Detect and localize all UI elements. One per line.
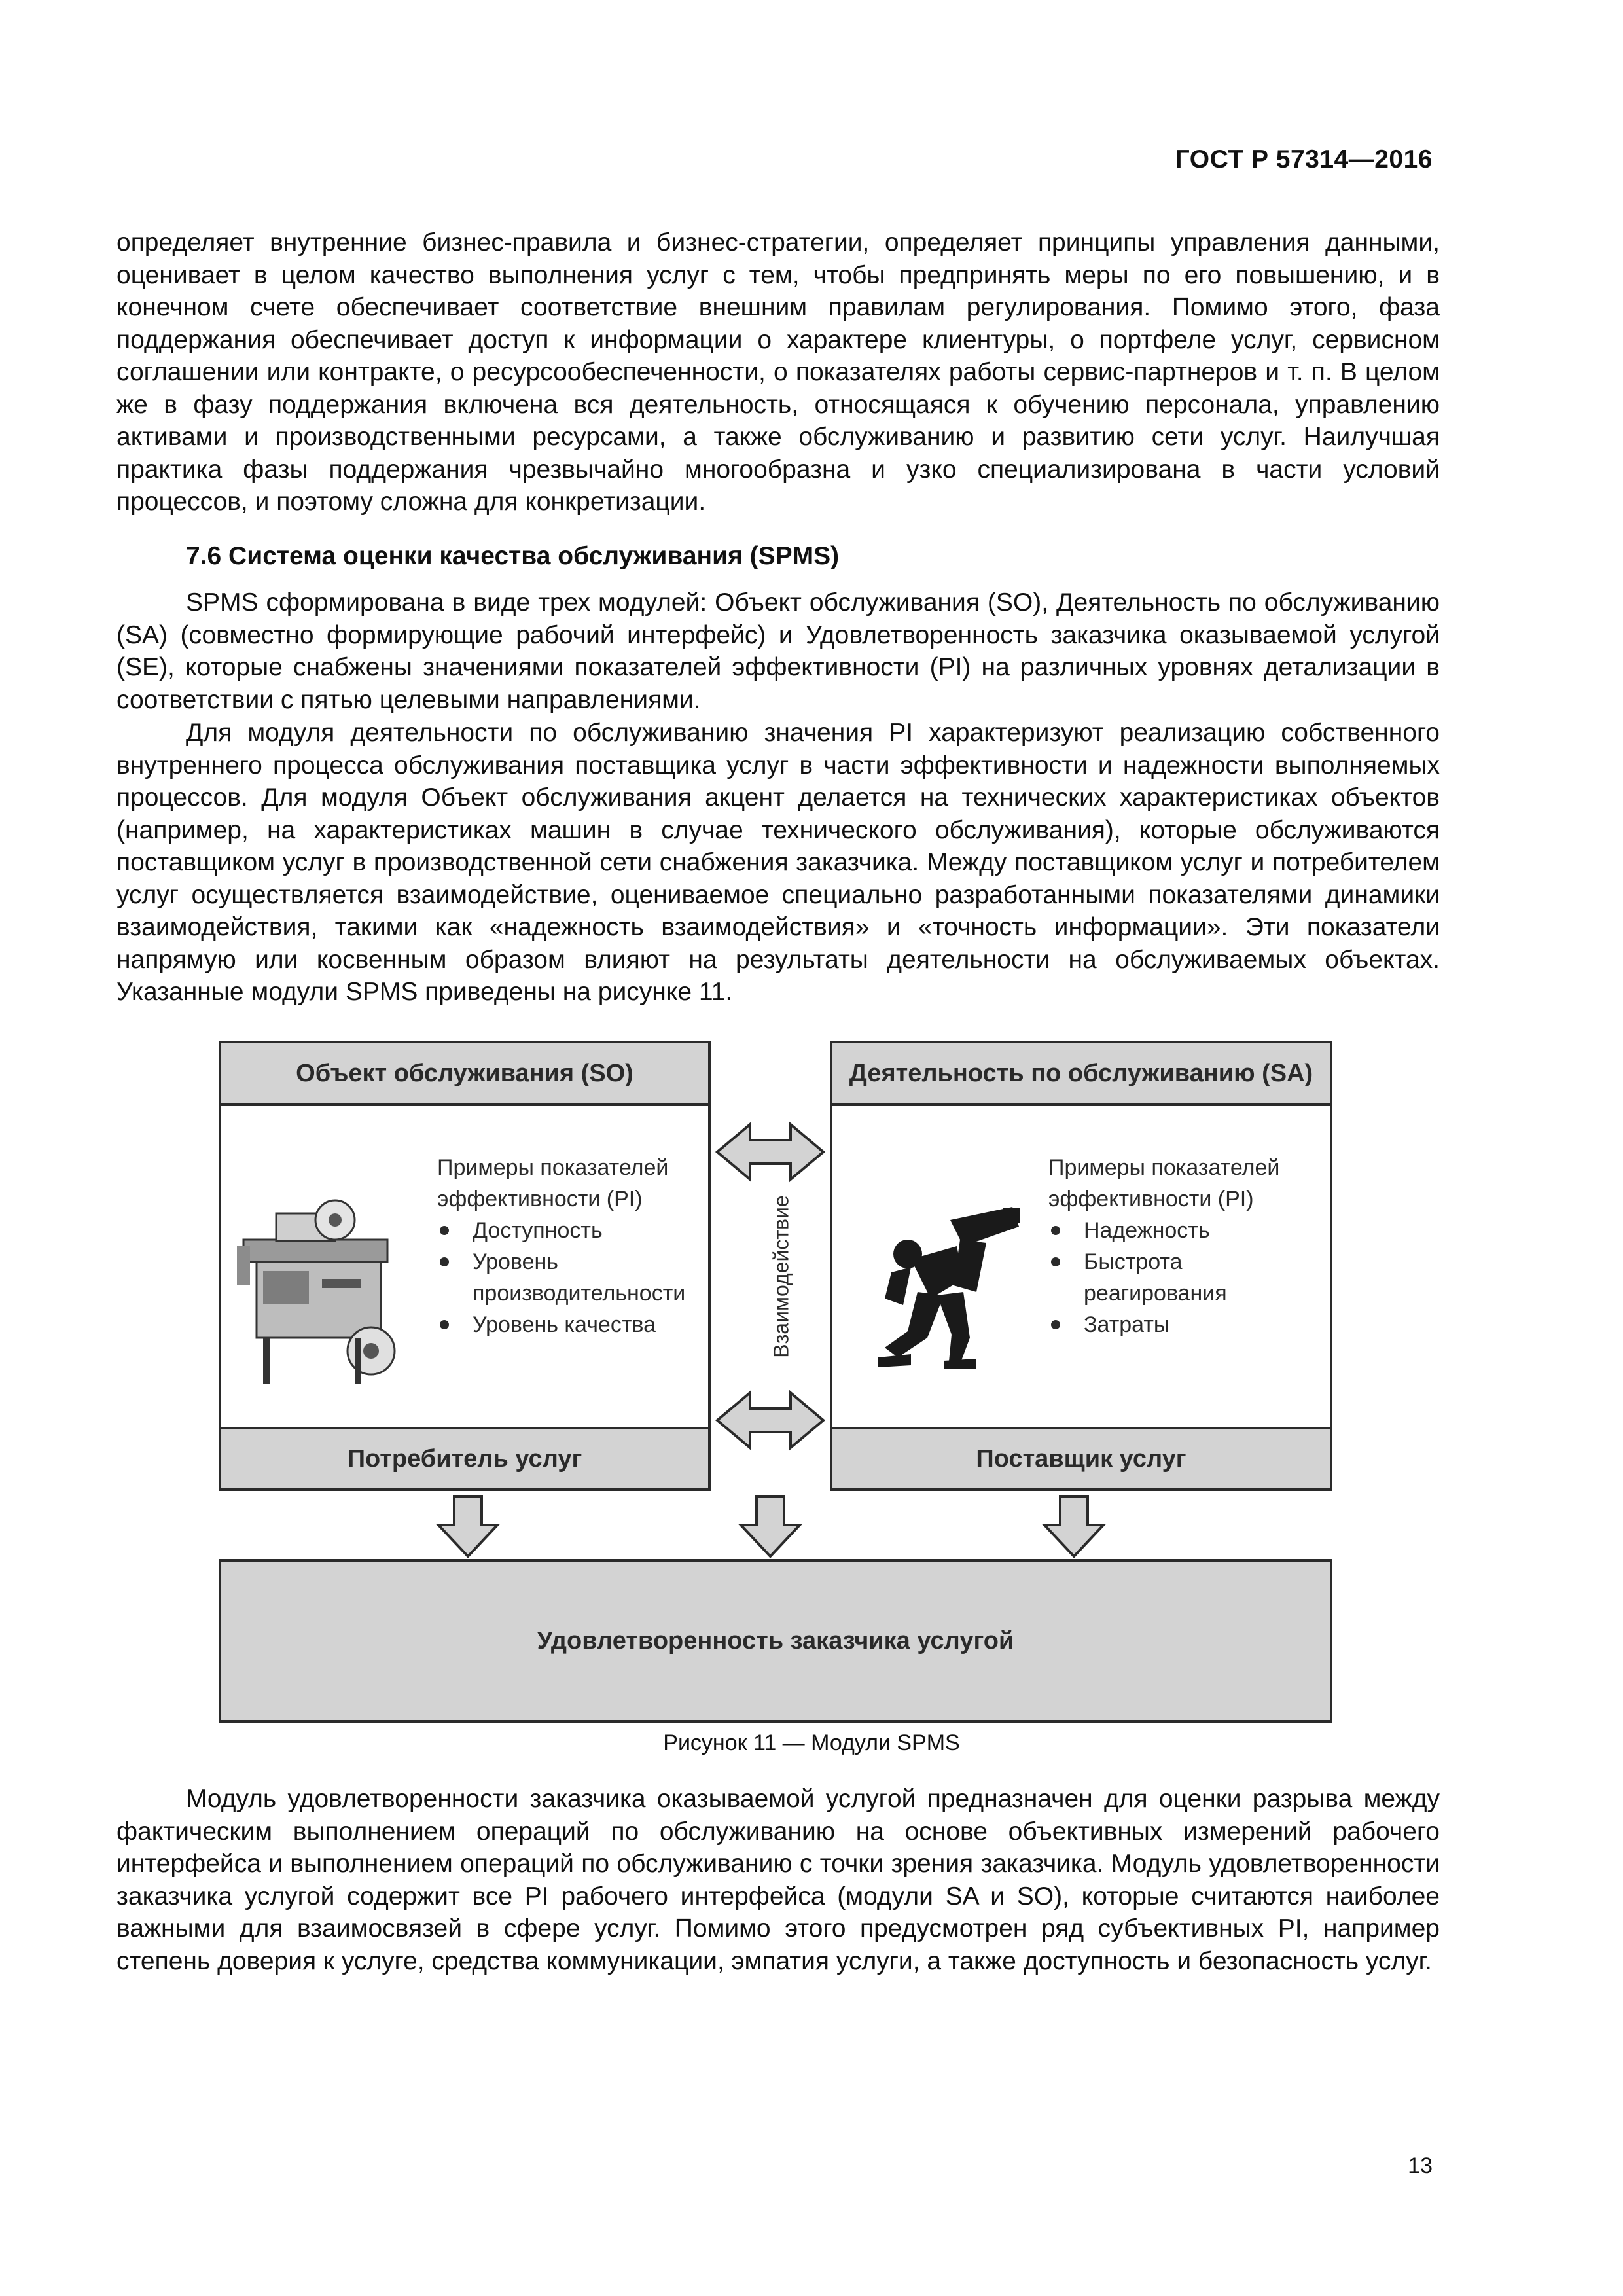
pi-heading: эффективности (PI) bbox=[1048, 1187, 1254, 1211]
pi-item-continuation: реагирования bbox=[1084, 1281, 1227, 1306]
service-consumer-label: Потребитель услуг bbox=[221, 1427, 708, 1488]
customer-satisfaction-box: Удовлетворенность заказчика услугой bbox=[219, 1559, 1332, 1723]
interaction-label bbox=[759, 1172, 804, 1381]
paragraph-maintenance-phase: определяет внутренние бизнес-правила и бизнес-стратегии, определяет принципы управления данными, оценивает в целом качество выполнения услуг с тем, чтобы предпринять меры по его повышению, и в конечном счете обеспечивает соответствие внешним правилам регулирования. Помимо этого, фаза поддержания обеспечивает доступ к информации о характере клиентуры, о портфеле услуг, сервисном соглашении или контракте, о ресурсообеспеченности, о показателях работы сервис-партнеров и т. п. В целом же в фазу поддержания включена вся деятельность, относящаяся к обучению персонала, управлению активами и производственными ресурсами, а также обслуживанию и развитию сети услуг. Наилучшая практика фазы поддержания чрезвычайно многообразна и узко специализирована в части условий процессов, и поэтому сложна для конкретизации. bbox=[116, 228, 1440, 516]
paragraph-spms-modules: SPMS сформирована в виде трех модулей: Объект обслуживания (SO), Деятельность по обслуживанию (SA) (совместно формирующие рабочий интерфейс) и Удовлетворенность заказчика оказываемой услугой (SE), которые снабжены значениями показателей эффективности (PI) на различных уровнях детализации в соответствии с пятью целевыми направлениями. bbox=[116, 588, 1440, 714]
pi-item-responsiveness-cont bbox=[1048, 1278, 1279, 1309]
pi-item-continuation: производительности bbox=[473, 1281, 686, 1306]
double-arrow-icon bbox=[717, 1393, 823, 1448]
down-arrows bbox=[0, 1492, 1623, 1560]
down-arrow-icon bbox=[1044, 1496, 1103, 1556]
paragraph-service-activity: Для модуля деятельности по обслуживанию значения PI характеризуют реализацию собственного внутреннего процесса обслуживания поставщика услуг в части эффективности и надежности выполняемых процессов. Для модуля Объект обслуживания акцент делается на технических характеристиках объектов (например, на характеристиках машин в случае технического обслуживания), которые обслуживаются поставщиком услуг в производственной сети снабжения заказчика. Между поставщиком услуг и потребителем услуг осуществляется взаимодействие, оцениваемое специально разработанными показателями динамики взаимодействия, такими как «надежность взаимодействия» и «точность информации». Эти показатели напрямую или косвенным образом влияют на результаты деятельности на обслуживаемых объектах. Указанные модули SPMS приведены на рисунке 11. bbox=[116, 719, 1440, 1006]
pi-heading: Примеры показателей bbox=[1048, 1155, 1280, 1180]
figure-caption: Рисунок 11 — Модули SPMS bbox=[663, 1731, 960, 1755]
service-object-pi-list bbox=[437, 1152, 685, 1340]
service-object-title: Объект обслуживания (SO) bbox=[221, 1043, 708, 1106]
pi-item-performance-level-cont bbox=[437, 1278, 685, 1309]
pi-item-reliability: Надежность bbox=[1048, 1215, 1279, 1246]
down-arrow-icon bbox=[438, 1496, 497, 1556]
service-activity-box bbox=[830, 1041, 1332, 1491]
page-number: 13 bbox=[1408, 2153, 1433, 2178]
pi-heading: Примеры показателей bbox=[437, 1155, 669, 1180]
pi-item-responsiveness: Быстрота bbox=[1048, 1246, 1279, 1278]
service-activity-pi-list bbox=[1048, 1152, 1279, 1340]
worker-drill-image bbox=[872, 1207, 1022, 1371]
pi-item-costs: Затраты bbox=[1048, 1309, 1279, 1340]
section-title: 7.6 Система оценки качества обслуживания (SPMS) bbox=[186, 542, 840, 570]
pi-heading: эффективности (PI) bbox=[437, 1187, 643, 1211]
packaging-machine-image bbox=[237, 1194, 427, 1390]
paragraph-customer-satisfaction: Модуль удовлетворенности заказчика оказываемой услугой предназначен для оценки разрыва между фактическим выполнением операций по обслуживанию на основе объективных измерений рабочего интерфейса и выполнением операций по обслуживанию с точки зрения заказчика. Модуль удовлетворенности заказчика услугой содержит все PI рабочего интерфейса (модули SA и SO), которые считаются наиболее важными для взаимосвязей в сфере услуг. Помимо этого предусмотрен ряд субъективных PI, например степень доверия к услуге, средства коммуникации, эмпатия услуги, а также доступность и безопасность услуг. bbox=[116, 1785, 1440, 1975]
pi-item-availability: Доступность bbox=[437, 1215, 685, 1246]
service-object-box bbox=[219, 1041, 711, 1491]
service-provider-label: Поставщик услуг bbox=[832, 1427, 1330, 1488]
interaction-label-text: Взаимодействие bbox=[769, 1194, 793, 1358]
pi-item-quality-level: Уровень качества bbox=[437, 1309, 685, 1340]
service-activity-title: Деятельность по обслуживанию (SA) bbox=[832, 1043, 1330, 1106]
pi-item-performance-level: Уровень bbox=[437, 1246, 685, 1278]
document-code: ГОСТ Р 57314—2016 bbox=[1175, 145, 1433, 173]
down-arrow-icon bbox=[741, 1496, 800, 1556]
